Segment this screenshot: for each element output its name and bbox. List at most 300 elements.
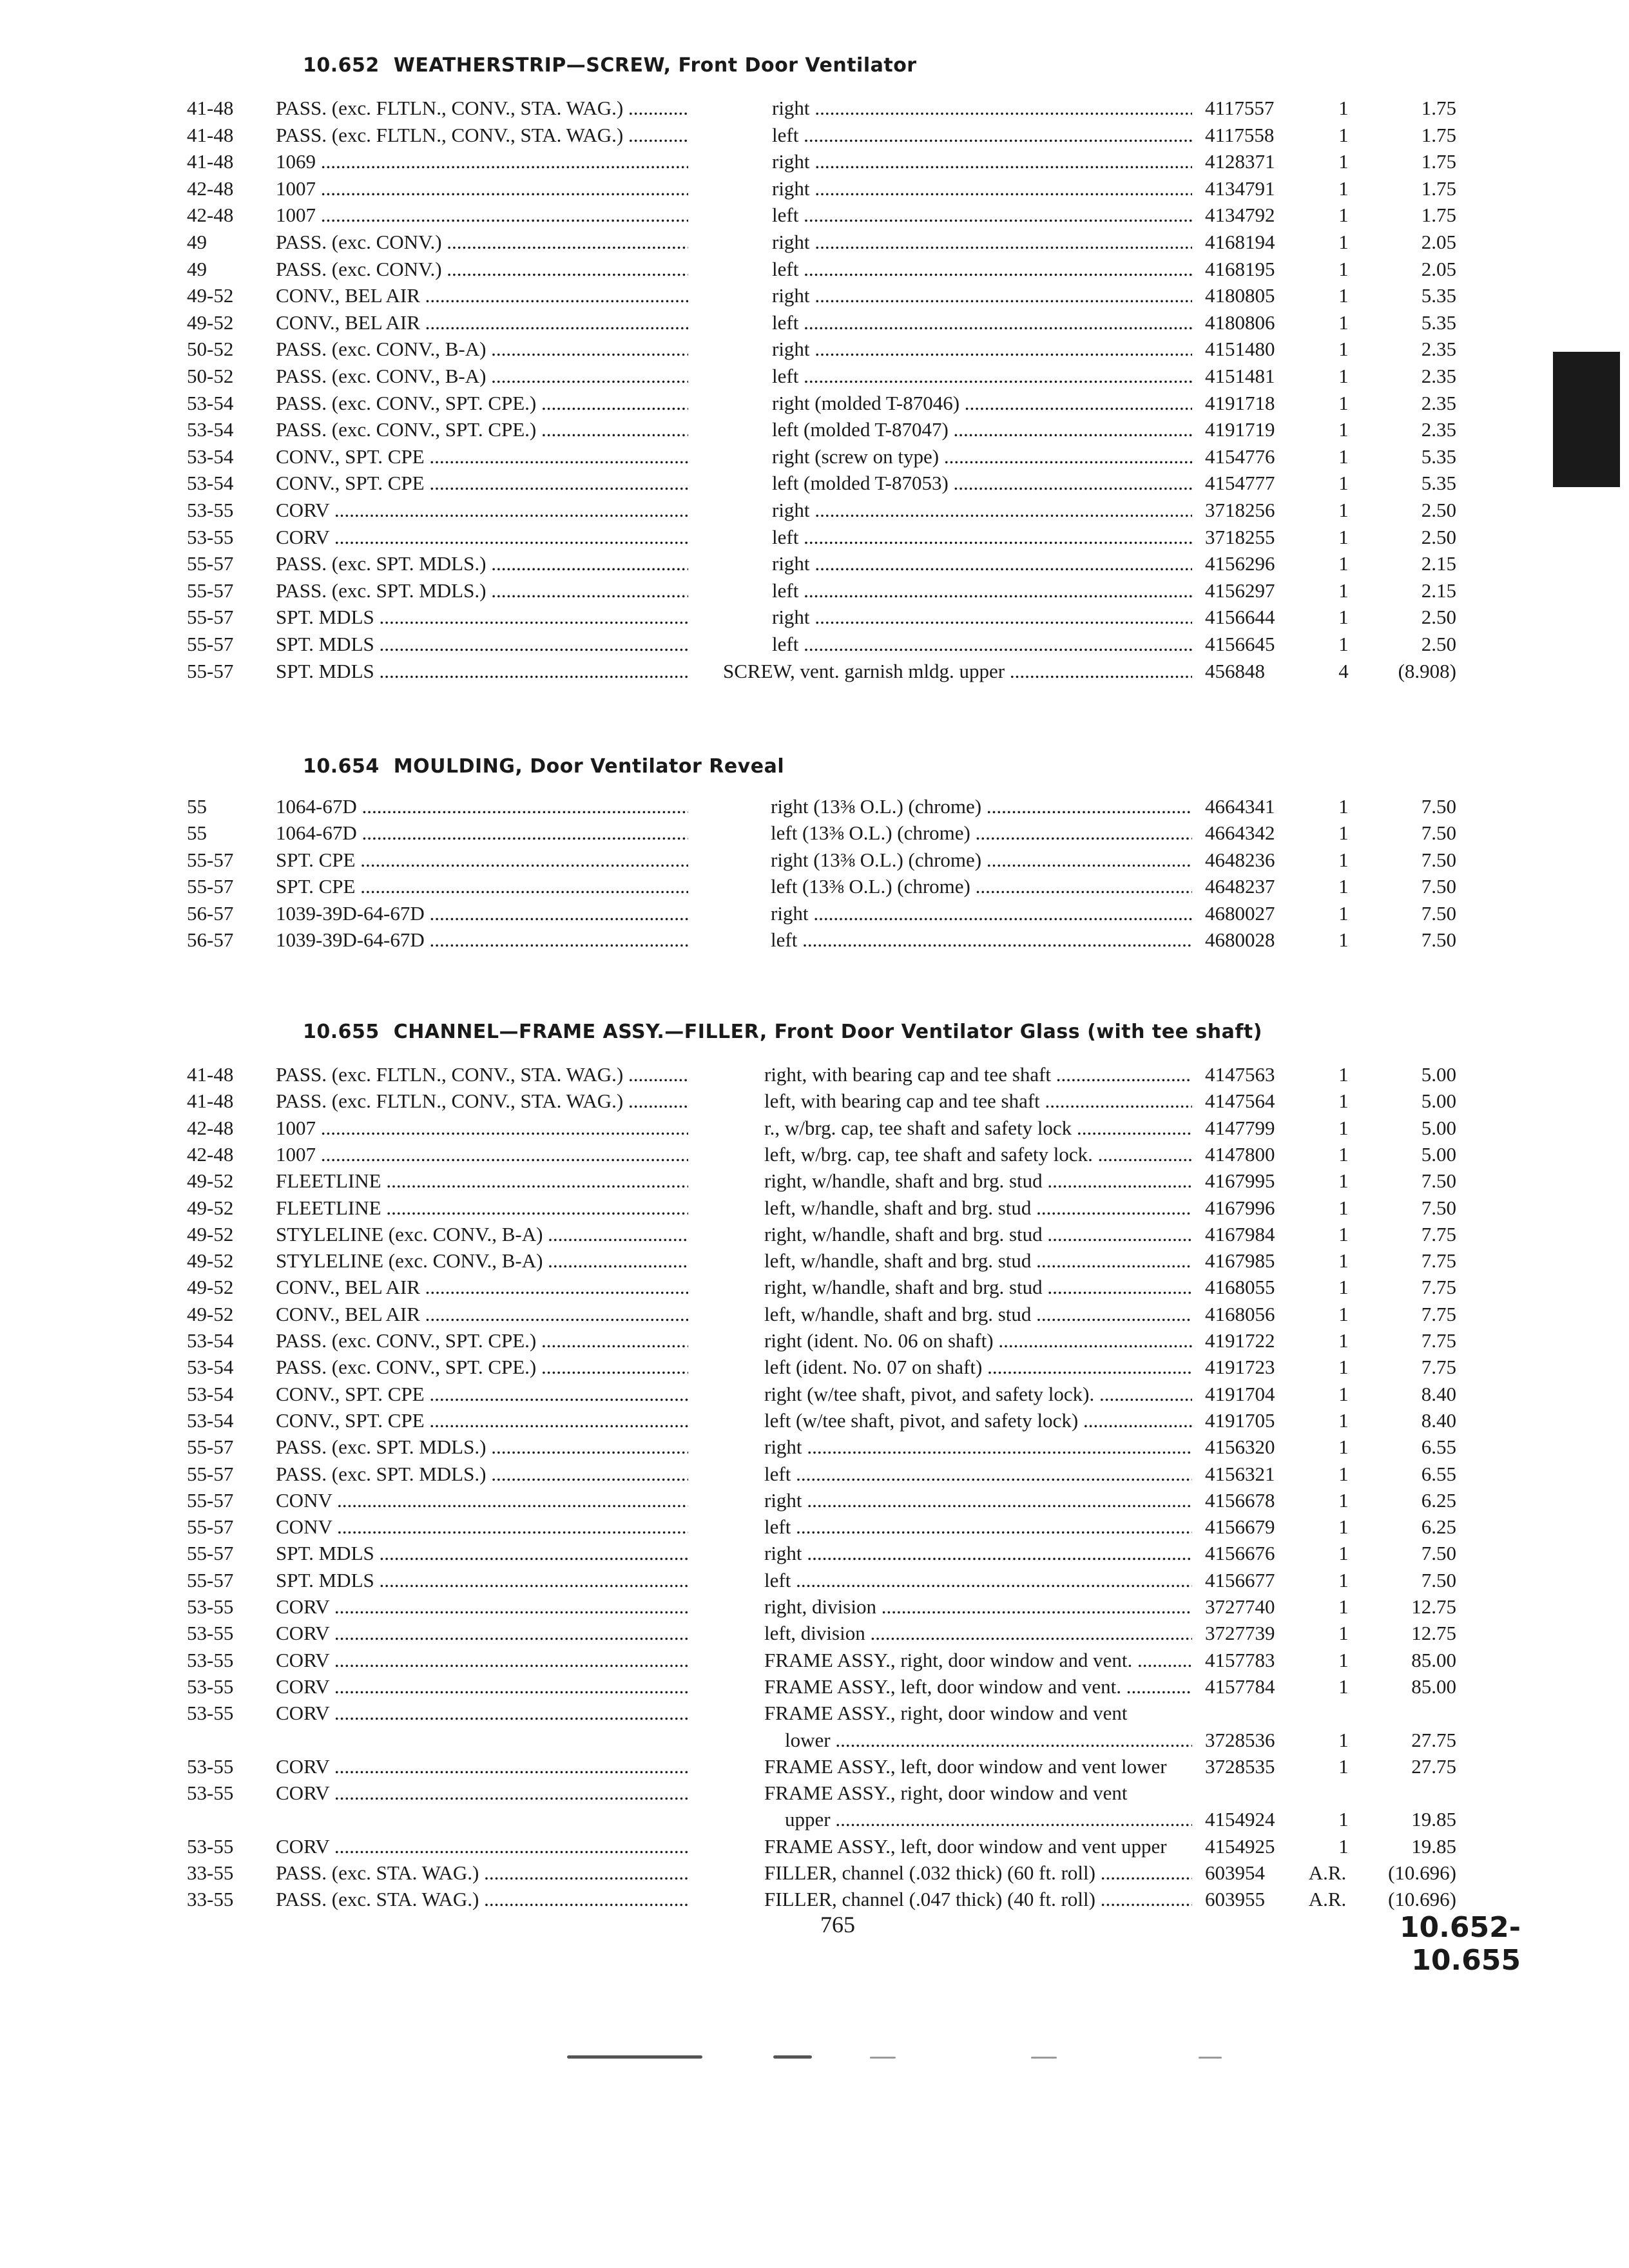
price-cell: 7.75 xyxy=(1421,1276,1456,1299)
price-cell: 5.35 xyxy=(1421,445,1456,468)
years-cell: 56-57 xyxy=(187,928,234,951)
description-cell: right ..... xyxy=(772,552,1192,575)
price-cell: 7.75 xyxy=(1421,1222,1456,1245)
quantity-cell: 1 xyxy=(1338,499,1349,521)
table-row xyxy=(0,204,1629,230)
part-number-cell: 4680027 xyxy=(1205,901,1275,925)
part-number-cell: 4154925 xyxy=(1205,1834,1275,1858)
model-cell: CORV ..... xyxy=(276,1835,688,1858)
quantity-cell: 1 xyxy=(1338,901,1349,925)
price-cell: (8.908) xyxy=(1398,659,1456,682)
years-cell: 49-52 xyxy=(187,1196,234,1219)
quantity-cell: 1 xyxy=(1338,1090,1349,1113)
years-cell: 55-57 xyxy=(187,659,234,682)
section-number: 10.655 xyxy=(303,1021,380,1043)
part-number-cell: 4167984 xyxy=(1205,1222,1275,1245)
part-number-cell: 3728535 xyxy=(1205,1754,1275,1778)
quantity-cell: 1 xyxy=(1338,1568,1349,1591)
description-cell: right ..... xyxy=(764,1489,1192,1512)
price-cell: 2.50 xyxy=(1421,525,1456,548)
quantity-cell: 1 xyxy=(1338,1462,1349,1485)
table-row xyxy=(0,1436,1629,1462)
model-cell: 1007 ..... xyxy=(276,1143,688,1166)
years-cell: 41-48 xyxy=(187,150,234,173)
price-cell: 5.35 xyxy=(1421,284,1456,307)
quantity-cell: 1 xyxy=(1338,257,1349,280)
part-number-cell: 603954 xyxy=(1205,1861,1265,1884)
quantity-cell: 1 xyxy=(1338,1329,1349,1352)
years-cell: 53-55 xyxy=(187,1834,234,1858)
price-cell: 1.75 xyxy=(1421,97,1456,119)
years-cell: 55-57 xyxy=(187,579,234,602)
price-cell: 7.75 xyxy=(1421,1356,1456,1379)
description-cell: FRAME ASSY., right, door window and vent. ..... xyxy=(764,1649,1192,1672)
description-cell: right (screw on type) ..... xyxy=(772,445,1192,468)
description-cell: FILLER, channel (.047 thick) (40 ft. roll) ..... xyxy=(764,1888,1192,1911)
table-row xyxy=(0,1782,1629,1808)
section-number: 10.654 xyxy=(303,755,380,778)
model-cell: PASS. (exc. FLTLN., CONV., STA. WAG.) ..... xyxy=(276,1063,688,1086)
part-number-cell: 4168056 xyxy=(1205,1302,1275,1325)
quantity-cell: 1 xyxy=(1338,150,1349,173)
part-number-cell: 4168055 xyxy=(1205,1276,1275,1299)
price-cell: 5.00 xyxy=(1421,1063,1456,1086)
quantity-cell: 1 xyxy=(1338,1542,1349,1565)
table-row xyxy=(0,660,1629,686)
description-cell: FRAME ASSY., right, door window and vent xyxy=(764,1782,1128,1805)
description-cell: left ..... xyxy=(764,1569,1192,1592)
table-row xyxy=(0,795,1629,822)
quantity-cell: 1 xyxy=(1338,1754,1349,1778)
model-cell: 1039-39D-64-67D ..... xyxy=(276,902,688,925)
part-number-cell: 4168194 xyxy=(1205,231,1275,253)
table-row xyxy=(0,1622,1629,1648)
part-number-cell: 4156644 xyxy=(1205,606,1275,629)
model-cell: CORV ..... xyxy=(276,1675,688,1698)
table-row xyxy=(0,365,1629,391)
section-heading: WEATHERSTRIP—SCREW, Front Door Ventilator xyxy=(393,54,917,77)
model-cell: SPT. MDLS ..... xyxy=(276,1569,688,1592)
price-cell: 7.75 xyxy=(1421,1249,1456,1273)
years-cell: 49-52 xyxy=(187,1222,234,1245)
description-cell: right, w/handle, shaft and brg. stud ..... xyxy=(764,1169,1192,1193)
years-cell: 49 xyxy=(187,257,207,280)
table-row xyxy=(0,1835,1629,1861)
scan-smudge xyxy=(773,2055,812,2059)
price-cell: 5.00 xyxy=(1421,1090,1456,1113)
quantity-cell: 1 xyxy=(1338,1063,1349,1086)
table-row xyxy=(0,1383,1629,1409)
quantity-cell: 1 xyxy=(1338,1169,1349,1193)
table-row xyxy=(0,1649,1629,1675)
table-row xyxy=(0,1143,1629,1169)
part-number-cell: 4648237 xyxy=(1205,875,1275,898)
table-row xyxy=(0,902,1629,928)
quantity-cell: A.R. xyxy=(1308,1861,1347,1884)
price-cell: 2.35 xyxy=(1421,338,1456,361)
model-cell: PASS. (exc. SPT. MDLS.) ..... xyxy=(276,1436,688,1459)
quantity-cell: 1 xyxy=(1338,311,1349,334)
table-row xyxy=(0,231,1629,257)
quantity-cell: 1 xyxy=(1338,525,1349,548)
part-number-cell: 4191705 xyxy=(1205,1408,1275,1432)
quantity-cell: A.R. xyxy=(1308,1888,1347,1911)
years-cell: 55-57 xyxy=(187,606,234,629)
price-cell: 7.50 xyxy=(1421,901,1456,925)
model-cell: PASS. (exc. SPT. MDLS.) ..... xyxy=(276,579,688,602)
table-row xyxy=(0,1569,1629,1595)
description-cell: right (w/tee shaft, pivot, and safety lock). ..... xyxy=(764,1383,1192,1406)
description-cell: FRAME ASSY., left, door window and vent upper xyxy=(764,1834,1167,1858)
table-row xyxy=(0,418,1629,445)
model-cell: CONV ..... xyxy=(276,1489,688,1512)
years-cell: 49-52 xyxy=(187,1276,234,1299)
model-cell: PASS. (exc. CONV., SPT. CPE.) ..... xyxy=(276,1356,688,1379)
years-cell: 55-57 xyxy=(187,1462,234,1485)
quantity-cell: 1 xyxy=(1338,1488,1349,1512)
model-cell: PASS. (exc. SPT. MDLS.) ..... xyxy=(276,552,688,575)
years-cell: 55-57 xyxy=(187,552,234,575)
part-number-cell: 4156296 xyxy=(1205,552,1275,575)
description-cell: left ..... xyxy=(772,633,1192,656)
years-cell: 53-54 xyxy=(187,1382,234,1405)
years-cell: 53-54 xyxy=(187,1329,234,1352)
years-cell: 33-55 xyxy=(187,1888,234,1911)
scan-smudge xyxy=(567,2055,702,2059)
model-cell: PASS. (exc. STA. WAG.) ..... xyxy=(276,1861,688,1885)
quantity-cell: 1 xyxy=(1338,1302,1349,1325)
years-cell: 50-52 xyxy=(187,365,234,387)
years-cell: 53-54 xyxy=(187,445,234,468)
quantity-cell: 1 xyxy=(1338,97,1349,119)
table-row xyxy=(0,177,1629,204)
model-cell: CONV., BEL AIR ..... xyxy=(276,311,688,334)
section-title xyxy=(303,54,917,77)
price-cell: 19.85 xyxy=(1411,1834,1456,1858)
model-cell: CORV ..... xyxy=(276,1782,688,1805)
description-cell: right ..... xyxy=(772,284,1192,307)
quantity-cell: 1 xyxy=(1338,123,1349,146)
quantity-cell: 1 xyxy=(1338,1675,1349,1698)
price-cell: 19.85 xyxy=(1411,1808,1456,1831)
model-cell: PASS. (exc. CONV.) ..... xyxy=(276,258,688,281)
price-cell: 5.00 xyxy=(1421,1142,1456,1166)
table-row xyxy=(0,1276,1629,1302)
model-cell: CONV ..... xyxy=(276,1515,688,1539)
table-row xyxy=(0,1595,1629,1622)
years-cell: 53-55 xyxy=(187,1648,234,1671)
part-number-cell: 4154924 xyxy=(1205,1808,1275,1831)
table-row xyxy=(0,392,1629,418)
years-cell: 53-54 xyxy=(187,418,234,441)
scan-smudge xyxy=(870,2057,896,2059)
model-cell: CONV., SPT. CPE ..... xyxy=(276,472,688,495)
description-cell: left ..... xyxy=(772,258,1192,281)
table-row xyxy=(0,1409,1629,1436)
model-cell: PASS. (exc. CONV., B-A) ..... xyxy=(276,338,688,361)
model-cell: PASS. (exc. SPT. MDLS.) ..... xyxy=(276,1463,688,1486)
price-cell: 7.50 xyxy=(1421,795,1456,818)
table-row xyxy=(0,284,1629,311)
quantity-cell: 1 xyxy=(1338,1356,1349,1379)
price-cell: 5.35 xyxy=(1421,311,1456,334)
table-row xyxy=(0,1329,1629,1356)
description-cell: right ..... xyxy=(772,606,1192,629)
years-cell: 55-57 xyxy=(187,1515,234,1539)
years-cell: 41-48 xyxy=(187,1090,234,1113)
table-row xyxy=(0,849,1629,875)
quantity-cell: 1 xyxy=(1338,365,1349,387)
section-heading: MOULDING, Door Ventilator Reveal xyxy=(393,755,785,778)
price-cell: 2.15 xyxy=(1421,552,1456,575)
part-number-cell: 4191723 xyxy=(1205,1356,1275,1379)
price-cell: 8.40 xyxy=(1421,1382,1456,1405)
price-cell: 7.50 xyxy=(1421,1196,1456,1219)
table-row xyxy=(0,1542,1629,1568)
years-cell: 53-55 xyxy=(187,1782,234,1805)
description-cell: left ..... xyxy=(772,526,1192,549)
price-cell: 2.35 xyxy=(1421,418,1456,441)
years-cell: 53-55 xyxy=(187,1702,234,1725)
model-cell: PASS. (exc. CONV., B-A) ..... xyxy=(276,365,688,388)
model-cell: PASS. (exc. CONV., SPT. CPE.) ..... xyxy=(276,418,688,441)
part-number-cell: 4147799 xyxy=(1205,1116,1275,1139)
years-cell: 56-57 xyxy=(187,901,234,925)
price-cell: 2.35 xyxy=(1421,365,1456,387)
quantity-cell: 1 xyxy=(1338,1595,1349,1618)
part-number-cell: 456848 xyxy=(1205,659,1265,682)
description-cell: left ..... xyxy=(764,1515,1192,1539)
model-cell: CORV ..... xyxy=(276,499,688,522)
price-cell: 6.55 xyxy=(1421,1462,1456,1485)
description-cell: left ..... xyxy=(772,579,1192,602)
model-cell: CONV., SPT. CPE ..... xyxy=(276,445,688,468)
price-cell: 5.00 xyxy=(1421,1116,1456,1139)
price-cell: 2.50 xyxy=(1421,499,1456,521)
years-cell: 42-48 xyxy=(187,177,234,200)
table-row xyxy=(0,1729,1629,1755)
table-row xyxy=(0,1515,1629,1542)
price-cell: 85.00 xyxy=(1411,1675,1456,1698)
description-cell: left, w/handle, shaft and brg. stud ..... xyxy=(764,1196,1192,1220)
part-number-cell: 4156678 xyxy=(1205,1488,1275,1512)
quantity-cell: 1 xyxy=(1338,177,1349,200)
description-cell: right ..... xyxy=(772,150,1192,173)
years-cell: 55-57 xyxy=(187,1436,234,1459)
quantity-cell: 1 xyxy=(1338,1436,1349,1459)
table-row xyxy=(0,258,1629,284)
part-number-cell: 3718256 xyxy=(1205,499,1275,521)
model-cell: SPT. MDLS ..... xyxy=(276,606,688,629)
price-cell: 2.15 xyxy=(1421,579,1456,602)
part-number-cell: 4147800 xyxy=(1205,1142,1275,1166)
quantity-cell: 1 xyxy=(1338,472,1349,495)
description-cell: right (ident. No. 06 on shaft) ..... xyxy=(764,1329,1192,1352)
price-cell: 85.00 xyxy=(1411,1648,1456,1671)
quantity-cell: 1 xyxy=(1338,418,1349,441)
years-cell: 55-57 xyxy=(187,1568,234,1591)
part-number-cell: 3718255 xyxy=(1205,525,1275,548)
table-row xyxy=(0,1303,1629,1329)
part-number-cell: 4664341 xyxy=(1205,795,1275,818)
quantity-cell: 1 xyxy=(1338,822,1349,845)
price-cell: (10.696) xyxy=(1388,1861,1456,1884)
price-cell: 7.50 xyxy=(1421,822,1456,845)
years-cell: 49-52 xyxy=(187,1302,234,1325)
quantity-cell: 1 xyxy=(1338,606,1349,629)
price-cell: 5.35 xyxy=(1421,472,1456,495)
table-row xyxy=(0,928,1629,955)
table-row xyxy=(0,1223,1629,1249)
years-cell: 53-54 xyxy=(187,391,234,414)
part-number-cell: 3727739 xyxy=(1205,1622,1275,1645)
table-row xyxy=(0,1249,1629,1276)
years-cell: 53-54 xyxy=(187,472,234,495)
description-cell: left (13⅜ O.L.) (chrome) ..... xyxy=(771,822,1192,845)
model-cell: SPT. CPE ..... xyxy=(276,849,688,872)
part-number-cell: 4191704 xyxy=(1205,1382,1275,1405)
table-row xyxy=(0,1063,1629,1090)
quantity-cell: 1 xyxy=(1338,875,1349,898)
years-cell: 53-55 xyxy=(187,1595,234,1618)
page-number: 765 xyxy=(820,1912,855,1937)
model-cell: CORV ..... xyxy=(276,526,688,549)
price-cell: 8.40 xyxy=(1421,1408,1456,1432)
part-number-cell: 4664342 xyxy=(1205,822,1275,845)
price-cell: 7.75 xyxy=(1421,1329,1456,1352)
price-cell: 6.25 xyxy=(1421,1488,1456,1512)
model-cell: CONV., BEL AIR ..... xyxy=(276,1276,688,1299)
price-cell: 1.75 xyxy=(1421,204,1456,227)
years-cell: 53-54 xyxy=(187,1356,234,1379)
description-cell: right ..... xyxy=(771,902,1192,925)
model-cell: CORV ..... xyxy=(276,1649,688,1672)
part-number-cell: 4151480 xyxy=(1205,338,1275,361)
model-cell: CONV., BEL AIR ..... xyxy=(276,284,688,307)
part-number-cell: 603955 xyxy=(1205,1888,1265,1911)
years-cell: 55-57 xyxy=(187,1488,234,1512)
description-cell: FRAME ASSY., right, door window and vent xyxy=(764,1702,1128,1725)
table-row xyxy=(0,499,1629,525)
model-cell: FLEETLINE ..... xyxy=(276,1196,688,1220)
model-cell: 1007 ..... xyxy=(276,177,688,200)
part-number-cell: 3727740 xyxy=(1205,1595,1275,1618)
model-cell: CONV., SPT. CPE ..... xyxy=(276,1383,688,1406)
part-number-cell: 4191719 xyxy=(1205,418,1275,441)
description-cell: r., w/brg. cap, tee shaft and safety lock ..... xyxy=(764,1117,1192,1140)
quantity-cell: 1 xyxy=(1338,1648,1349,1671)
part-number-cell: 4154776 xyxy=(1205,445,1275,468)
quantity-cell: 1 xyxy=(1338,338,1349,361)
years-cell: 41-48 xyxy=(187,1063,234,1086)
model-cell: CORV ..... xyxy=(276,1755,688,1778)
model-cell: 1064-67D ..... xyxy=(276,822,688,845)
part-number-cell: 4191718 xyxy=(1205,391,1275,414)
description-cell: right ..... xyxy=(772,231,1192,254)
quantity-cell: 1 xyxy=(1338,1834,1349,1858)
price-cell: 6.55 xyxy=(1421,1436,1456,1459)
years-cell: 41-48 xyxy=(187,123,234,146)
description-cell: right ..... xyxy=(764,1542,1192,1565)
description-cell: right (13⅜ O.L.) (chrome) ..... xyxy=(771,795,1192,818)
description-cell: right, w/handle, shaft and brg. stud ..... xyxy=(764,1276,1192,1299)
section-heading: CHANNEL—FRAME ASSY.—FILLER, Front Door Ventilator Glass (with tee shaft) xyxy=(393,1021,1262,1043)
years-cell: 53-55 xyxy=(187,1754,234,1778)
years-cell: 49-52 xyxy=(187,311,234,334)
years-cell: 49-52 xyxy=(187,1249,234,1273)
price-cell: 6.25 xyxy=(1421,1515,1456,1539)
years-cell: 53-55 xyxy=(187,1622,234,1645)
description-cell: left ..... xyxy=(772,365,1192,388)
section-number: 10.652 xyxy=(303,54,380,77)
years-cell: 42-48 xyxy=(187,204,234,227)
part-number-cell: 3728536 xyxy=(1205,1728,1275,1751)
years-cell: 55 xyxy=(187,795,207,818)
table-row xyxy=(0,526,1629,552)
quantity-cell: 1 xyxy=(1338,1515,1349,1539)
description-cell: left (13⅜ O.L.) (chrome) ..... xyxy=(771,875,1192,898)
years-cell: 53-55 xyxy=(187,525,234,548)
description-cell: left, w/handle, shaft and brg. stud ..... xyxy=(764,1249,1192,1273)
years-cell: 53-54 xyxy=(187,1408,234,1432)
quantity-cell: 1 xyxy=(1338,1382,1349,1405)
price-cell: 1.75 xyxy=(1421,123,1456,146)
years-cell: 55 xyxy=(187,822,207,845)
price-cell: 27.75 xyxy=(1411,1754,1456,1778)
model-cell: PASS. (exc. FLTLN., CONV., STA. WAG.) ..... xyxy=(276,97,688,120)
quantity-cell: 1 xyxy=(1338,1408,1349,1432)
table-row xyxy=(0,445,1629,472)
model-cell: SPT. MDLS ..... xyxy=(276,1542,688,1565)
part-number-cell: 4167985 xyxy=(1205,1249,1275,1273)
description-cell: left, w/handle, shaft and brg. stud ..... xyxy=(764,1303,1192,1326)
description-cell: right ..... xyxy=(764,1436,1192,1459)
price-cell: 27.75 xyxy=(1411,1728,1456,1751)
years-cell: 49 xyxy=(187,231,207,253)
description-cell: left, with bearing cap and tee shaft ..... xyxy=(764,1090,1192,1113)
model-cell: STYLELINE (exc. CONV., B-A) ..... xyxy=(276,1223,688,1246)
model-cell: PASS. (exc. FLTLN., CONV., STA. WAG.) ..... xyxy=(276,1090,688,1113)
scan-smudge xyxy=(1031,2057,1057,2059)
part-number-cell: 4134791 xyxy=(1205,177,1275,200)
quantity-cell: 1 xyxy=(1338,1249,1349,1273)
quantity-cell: 1 xyxy=(1338,552,1349,575)
years-cell: 55-57 xyxy=(187,633,234,655)
model-cell: FLEETLINE ..... xyxy=(276,1169,688,1193)
price-cell: 7.75 xyxy=(1421,1302,1456,1325)
years-cell: 53-55 xyxy=(187,1675,234,1698)
quantity-cell: 4 xyxy=(1338,659,1349,682)
price-cell: 7.50 xyxy=(1421,928,1456,951)
description-cell: left, w/brg. cap, tee shaft and safety lock. ..... xyxy=(764,1143,1192,1166)
description-cell: right, division ..... xyxy=(764,1595,1192,1619)
table-row xyxy=(0,1702,1629,1728)
quantity-cell: 1 xyxy=(1338,1222,1349,1245)
price-cell: 7.50 xyxy=(1421,1568,1456,1591)
model-cell: PASS. (exc. CONV., SPT. CPE.) ..... xyxy=(276,1329,688,1352)
part-number-cell: 4156320 xyxy=(1205,1436,1275,1459)
description-cell: left ..... xyxy=(764,1463,1192,1486)
quantity-cell: 1 xyxy=(1338,284,1349,307)
part-number-cell: 4151481 xyxy=(1205,365,1275,387)
table-row xyxy=(0,875,1629,901)
model-cell: CORV ..... xyxy=(276,1702,688,1725)
description-cell: upper ..... xyxy=(785,1808,1192,1831)
table-row xyxy=(0,1356,1629,1382)
years-cell: 53-55 xyxy=(187,499,234,521)
years-cell: 42-48 xyxy=(187,1116,234,1139)
description-cell: left (ident. No. 07 on shaft) ..... xyxy=(764,1356,1192,1379)
